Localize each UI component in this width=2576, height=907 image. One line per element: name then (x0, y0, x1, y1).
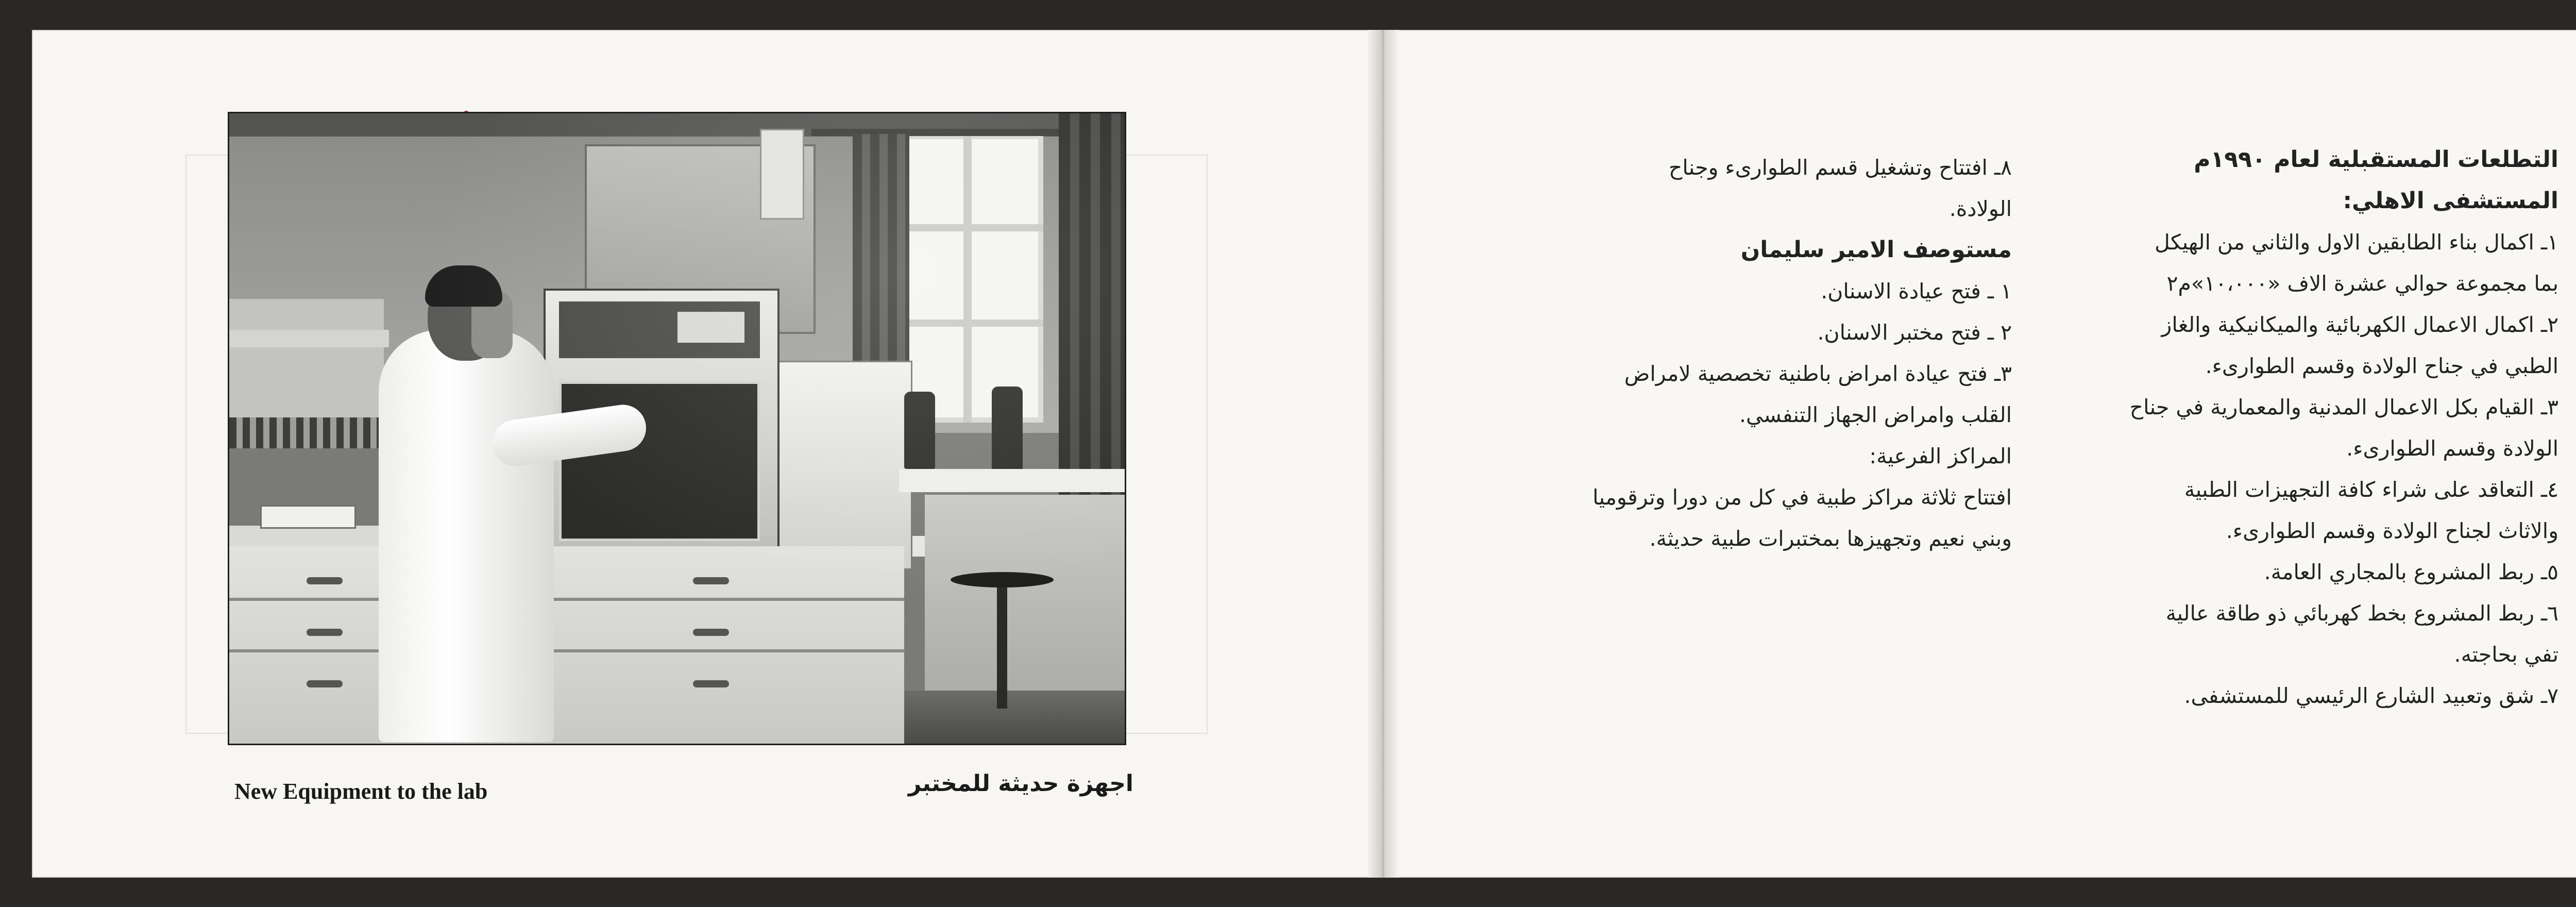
plan-line: الولادة وقسم الطوارىء. (2346, 436, 2558, 461)
photo-glare (229, 113, 1125, 744)
branches-line: افتتاح ثلاثة مراكز طبية في كل من دورا وترقوميا (1592, 485, 2012, 510)
plan-line: بما مجموعة حوالي عشرة الاف «١٠،٠٠٠»م٢ (2166, 271, 2558, 296)
photo-caption-arabic: اجهزة حديثة للمختبر (908, 770, 1133, 797)
plan-line: ٧ـ شق وتعبيد الشارع الرئيسي للمستشفى. (2184, 683, 2558, 708)
plan-line: ٢ـ اكمال الاعمال الكهربائية والميكانيكية والغاز (2161, 312, 2558, 337)
plan-line: ١ـ اكمال بناء الطابقين الاول والثاني من الهيكل (2155, 230, 2558, 255)
plans-subtitle: المستشفى الاهلي: (2343, 188, 2558, 214)
plan-line: الطبي في جناح الولادة وقسم الطوارىء. (2205, 354, 2558, 378)
plan-line: والاثاث لجناح الولادة وقسم الطوارىء. (2226, 518, 2558, 543)
plan-line: تفي بحاجته. (2454, 642, 2558, 667)
future-plans-column (2002, 139, 2558, 716)
lab-photo (228, 112, 1126, 745)
plan-line: ٣ـ القيام بكل الاعمال المدنية والمعمارية في جناح (2129, 395, 2558, 419)
plan-line: ٨ـ افتتاح وتشغيل قسم الطوارىء وجناح (1668, 155, 2012, 180)
plan-line: الولادة. (1949, 196, 2012, 221)
branches-heading: المراكز الفرعية: (1869, 444, 2012, 468)
clinic-line: القلب وامراض الجهاز التنفسي. (1739, 402, 2012, 427)
clinic-line: ١ ـ فتح عيادة الاسنان. (1821, 279, 2012, 304)
clinic-heading: مستوصف الامير سليمان (1740, 237, 2012, 263)
book-gutter (1368, 30, 1399, 878)
plan-line: ٦ـ ربط المشروع بخط كهربائي ذو طاقة عالية (2165, 601, 2558, 626)
branches-line: وبني نعيم وتجهيزها بمختبرات طبية حديثة. (1649, 526, 2012, 551)
photo-caption-english: New Equipment to the lab (234, 779, 488, 804)
clinic-line: ٣ـ فتح عيادة امراض باطنية تخصصية لامراض (1624, 361, 2012, 386)
plan-line: ٤ـ التعاقد على شراء كافة التجهيزات الطبية (2184, 477, 2558, 502)
plan-line: ٥ـ ربط المشروع بالمجاري العامة. (2264, 560, 2558, 584)
clinic-line: ٢ ـ فتح مختبر الاسنان. (1817, 320, 2012, 345)
plans-title: التطلعات المستقبلية لعام ١٩٩٠م (2194, 146, 2558, 173)
continued-plans-column (1497, 147, 2012, 559)
